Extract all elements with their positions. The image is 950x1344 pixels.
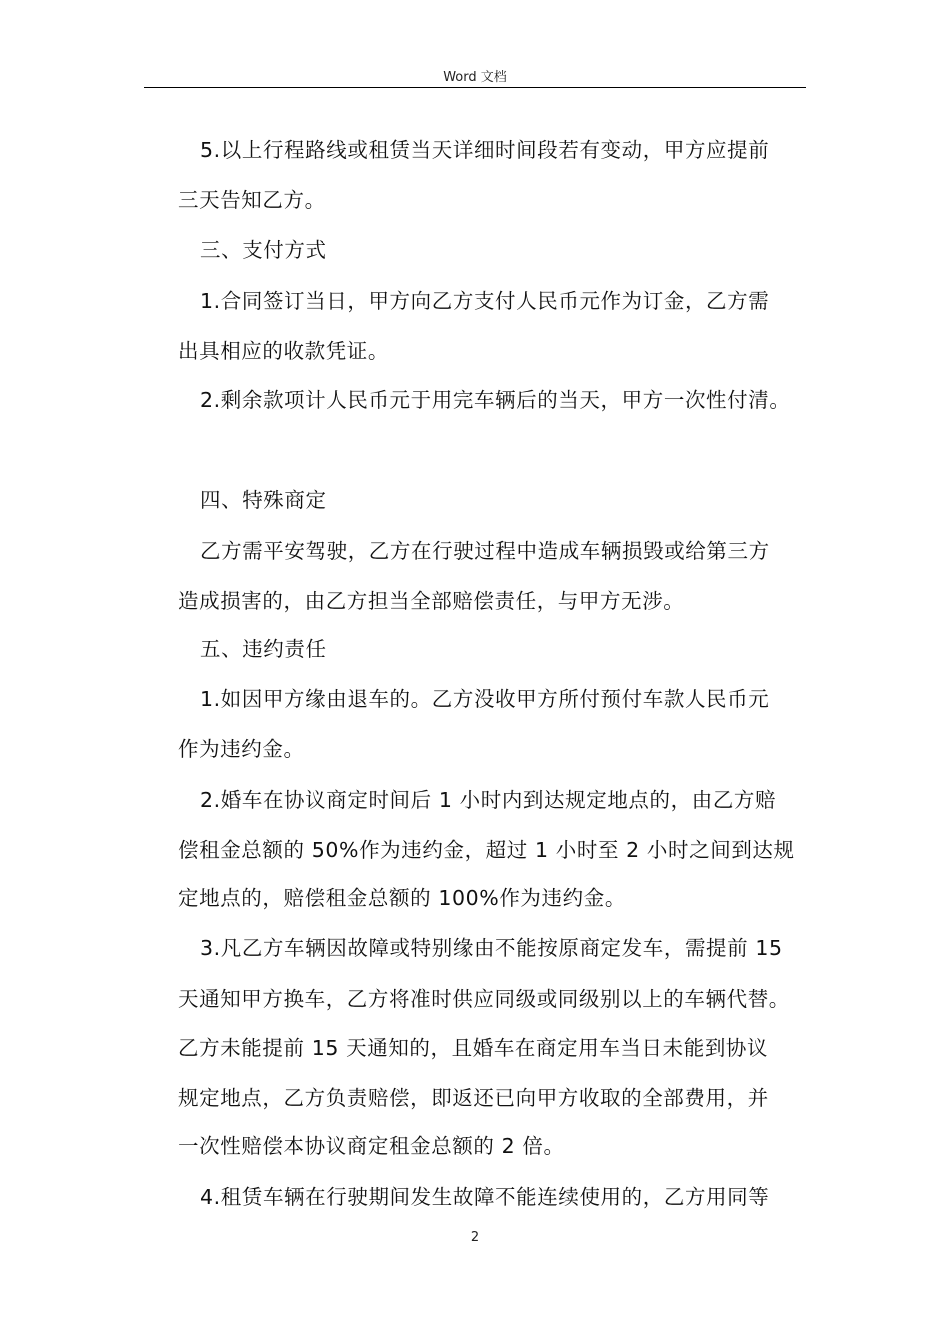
paragraph-line: 三天告知乙方。: [178, 188, 326, 212]
paragraph-line: 2.婚车在协议商定时间后 1 小时内到达规定地点的，由乙方赔: [200, 788, 777, 812]
section-heading: 三、支付方式: [200, 238, 327, 262]
page-header-title: Word 文档: [443, 70, 507, 85]
paragraph-line: 4.租赁车辆在行驶期间发生故障不能连续使用的，乙方用同等: [200, 1185, 770, 1209]
paragraph-line: 作为违约金。: [178, 737, 305, 761]
section-heading: 四、特殊商定: [200, 488, 327, 512]
paragraph-line: 2.剩余款项计人民币元于用完车辆后的当天，甲方一次性付清。: [200, 388, 791, 412]
paragraph-line: 规定地点，乙方负责赔偿，即返还已向甲方收取的全部费用，并: [178, 1086, 769, 1110]
section-heading: 五、违约责任: [200, 637, 327, 661]
paragraph-line: 天通知甲方换车，乙方将准时供应同级或同级别以上的车辆代替。: [178, 987, 790, 1011]
paragraph-line: 乙方需平安驾驶，乙方在行驶过程中造成车辆损毁或给第三方: [200, 539, 770, 563]
paragraph-line: 1.如因甲方缘由退车的。乙方没收甲方所付预付车款人民币元: [200, 687, 770, 711]
paragraph-line: 定地点的，赔偿租金总额的 100%作为违约金。: [178, 886, 626, 910]
paragraph-line: 乙方未能提前 15 天通知的，且婚车在商定用车当日未能到协议: [178, 1036, 769, 1060]
paragraph-line: 1.合同签订当日，甲方向乙方支付人民币元作为订金，乙方需: [200, 289, 770, 313]
paragraph-line: 一次性赔偿本协议商定租金总额的 2 倍。: [178, 1134, 565, 1158]
paragraph-line: 3.凡乙方车辆因故障或特别缘由不能按原商定发车，需提前 15: [200, 936, 783, 960]
paragraph-line: 偿租金总额的 50%作为违约金，超过 1 小时至 2 小时之间到达规: [178, 838, 795, 862]
header-divider: [144, 87, 806, 88]
paragraph-line: 造成损害的，由乙方担当全部赔偿责任，与甲方无涉。: [178, 589, 685, 613]
paragraph-line: 出具相应的收款凭证。: [178, 339, 389, 363]
page-number: 2: [470, 1230, 480, 1245]
paragraph-line: 5.以上行程路线或租赁当天详细时间段若有变动，甲方应提前: [200, 138, 770, 162]
